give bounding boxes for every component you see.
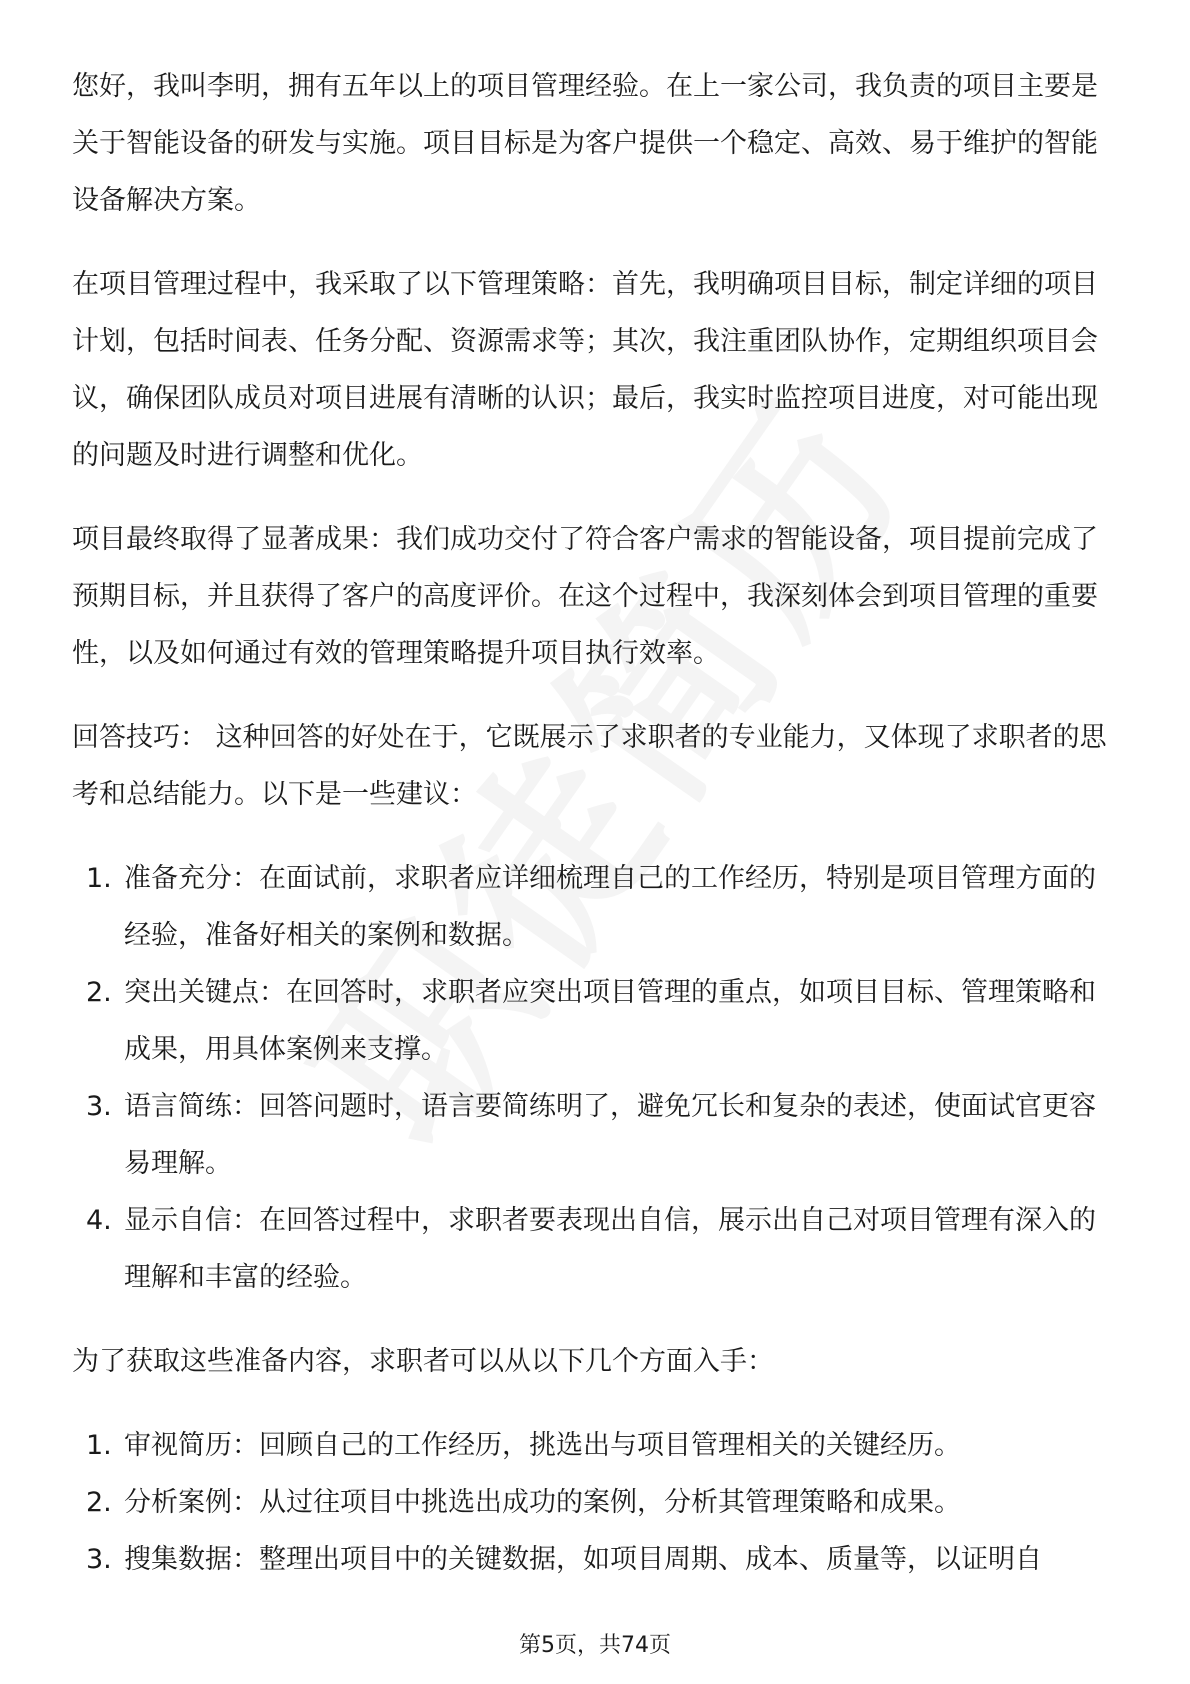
list-item <box>72 1474 1122 1531</box>
list-item <box>72 1192 1122 1306</box>
list-item <box>72 964 1122 1078</box>
list-item-number: 3. <box>86 1544 112 1575</box>
paragraph-prep: 为了获取这些准备内容，求职者可以从以下几个方面入手： <box>72 1346 774 1377</box>
list-item <box>72 1531 1122 1588</box>
list-item-text: 审视简历：回顾自己的工作经历，挑选出与项目管理相关的关键经历。 <box>124 1430 961 1461</box>
document-body <box>72 58 1122 1615</box>
list-item-number: 3. <box>86 1091 112 1122</box>
list-item-number: 4. <box>86 1205 112 1236</box>
list-item-number: 2. <box>86 1487 112 1518</box>
paragraph-results: 项目最终取得了显著成果：我们成功交付了符合客户需求的智能设备，项目提前完成了预期目标，并且获得了客户的高度评价。在这个过程中，我深刻体会到项目管理的重要性，以及如何通过有效的管理策略提升项目执行效率。 <box>72 524 1098 669</box>
tips-list <box>72 850 1122 1306</box>
list-item-text: 突出关键点：在回答时，求职者应突出项目管理的重点，如项目目标、管理策略和成果，用具体案例来支撑。 <box>124 977 1096 1065</box>
paragraph-strategy: 在项目管理过程中，我采取了以下管理策略：首先，我明确项目目标，制定详细的项目计划，包括时间表、任务分配、资源需求等；其次，我注重团队协作，定期组织项目会议，确保团队成员对项目进展有清晰的认识；最后，我实时监控项目进度，对可能出现的问题及时进行调整和优化。 <box>72 269 1098 471</box>
paragraph-intro: 您好，我叫李明，拥有五年以上的项目管理经验。在上一家公司，我负责的项目主要是关于智能设备的研发与实施。项目目标是为客户提供一个稳定、高效、易于维护的智能设备解决方案。 <box>72 71 1098 216</box>
list-item-number: 1. <box>86 1430 112 1461</box>
list-item-text: 分析案例：从过往项目中挑选出成功的案例，分析其管理策略和成果。 <box>124 1487 961 1518</box>
list-item-text: 准备充分：在面试前，求职者应详细梳理自己的工作经历，特别是项目管理方面的经验，准备好相关的案例和数据。 <box>124 863 1096 951</box>
list-item <box>72 1078 1122 1192</box>
list-item <box>72 1417 1122 1474</box>
list-item-text: 显示自信：在回答过程中，求职者要表现出自信，展示出自己对项目管理有深入的理解和丰富的经验。 <box>124 1205 1096 1293</box>
list-item-text: 搜集数据：整理出项目中的关键数据，如项目周期、成本、质量等，以证明自 <box>124 1544 1042 1575</box>
page-footer: 第5页，共74页 <box>519 1633 671 1658</box>
list-item <box>72 850 1122 964</box>
list-item-text: 语言简练：回答问题时，语言要简练明了，避免冗长和复杂的表述，使面试官更容易理解。 <box>124 1091 1096 1179</box>
prep-list <box>72 1417 1122 1588</box>
paragraph-tips: 回答技巧： 这种回答的好处在于，它既展示了求职者的专业能力，又体现了求职者的思考和总结能力。以下是一些建议： <box>72 722 1107 810</box>
list-item-number: 1. <box>86 863 112 894</box>
list-item-number: 2. <box>86 977 112 1008</box>
